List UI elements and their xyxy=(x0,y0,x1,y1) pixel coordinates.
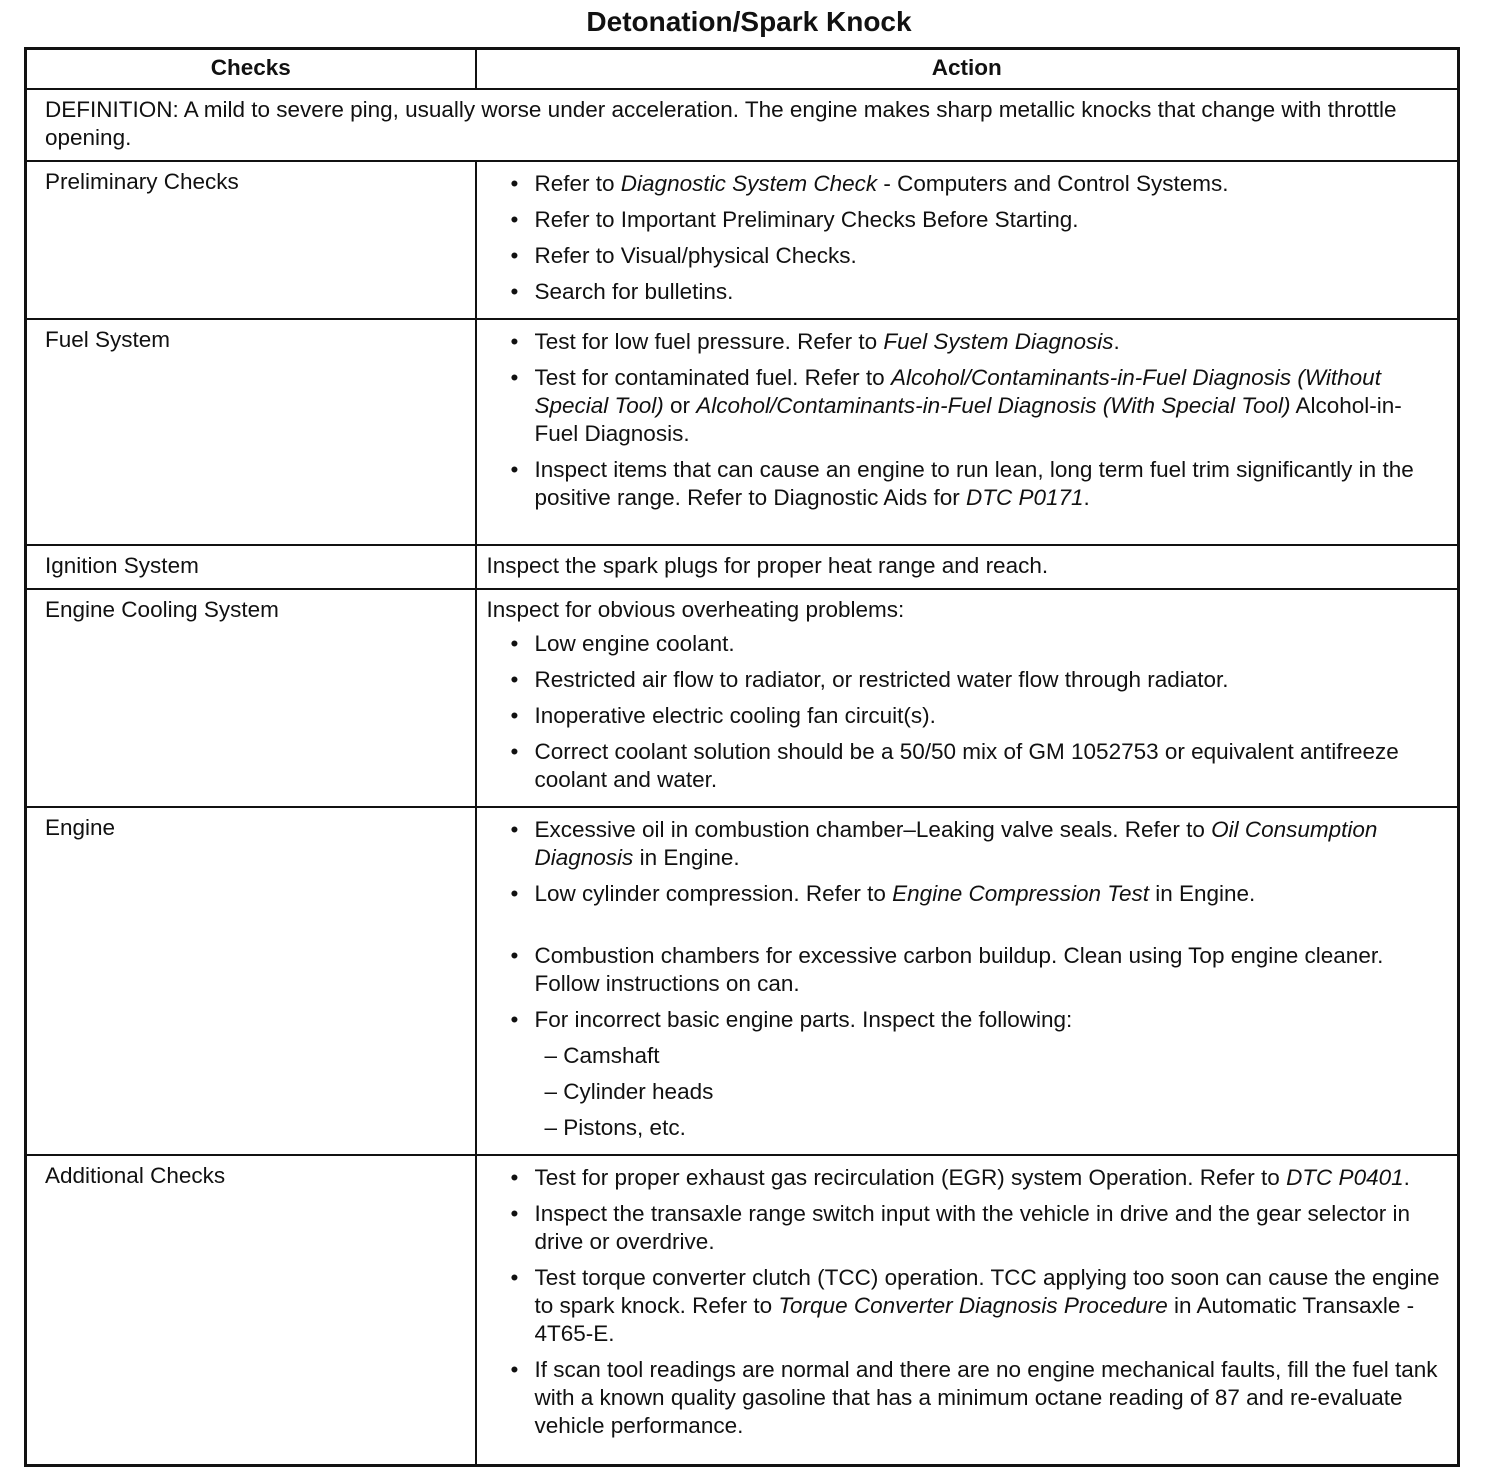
list-item: • Test for proper exhaust gas recirculation (EGR) system Operation. Refer to DTC P0401. xyxy=(535,1164,1444,1192)
reference-link: Alcohol/Contaminants-in-Fuel Diagnosis (Without Special Tool) xyxy=(534,364,1381,418)
list-item: • Excessive oil in combustion chamber–Leaking valve seals. Refer to Oil Consumption Diagnosis in Engine. xyxy=(535,816,1444,872)
sub-list-item: – Camshaft xyxy=(545,1042,1444,1070)
list-item: • Restricted air flow to radiator, or restricted water flow through radiator. xyxy=(535,666,1444,694)
action-cell xyxy=(476,161,1459,319)
list-item: • Refer to Important Preliminary Checks Before Starting. xyxy=(535,206,1444,234)
reference-link: DTC P0401 xyxy=(1286,1164,1404,1190)
table-row xyxy=(26,1155,1459,1466)
check-label-fuel: Fuel System xyxy=(26,319,476,545)
action-cell xyxy=(476,1155,1459,1466)
sub-list-item: – Pistons, etc. xyxy=(545,1114,1444,1142)
list-item: • Low cylinder compression. Refer to Engine Compression Test in Engine. xyxy=(535,880,1444,934)
reference-link: Engine Compression Test xyxy=(892,880,1149,906)
list-item: • Refer to Visual/physical Checks. xyxy=(535,242,1444,270)
table-header-row xyxy=(26,49,1459,89)
action-lead-text: Inspect for obvious overheating problems: xyxy=(486,596,905,622)
action-cell: Inspect the spark plugs for proper heat range and reach. xyxy=(476,545,1459,589)
check-label-ignition: Ignition System xyxy=(26,545,476,589)
diagnostic-table xyxy=(24,47,1460,1467)
list-item: • Inspect items that can cause an engine to run lean, long term fuel trim significantly in the positive range. Refer to Diagnostic Aids for DTC P0171. xyxy=(535,456,1444,512)
reference-link: Torque Converter Diagnosis Procedure xyxy=(778,1292,1168,1318)
check-label-engine: Engine xyxy=(26,807,476,1155)
table-row xyxy=(26,589,1459,807)
list-item: • Inoperative electric cooling fan circuit(s). xyxy=(535,702,1444,730)
action-cell xyxy=(476,589,1459,807)
action-cell xyxy=(476,319,1459,545)
reference-link: Oil Consumption Diagnosis xyxy=(534,816,1378,870)
list-item: • Refer to Diagnostic System Check - Computers and Control Systems. xyxy=(535,170,1444,198)
page-title: Detonation/Spark Knock xyxy=(586,6,912,37)
definition-row xyxy=(26,89,1459,161)
check-label-preliminary: Preliminary Checks xyxy=(26,161,476,319)
list-item: • Test for low fuel pressure. Refer to Fuel System Diagnosis. xyxy=(535,328,1444,356)
table-row xyxy=(26,161,1459,319)
list-item: • Low engine coolant. xyxy=(535,630,1444,658)
table-row xyxy=(26,319,1459,545)
list-item: • Test for contaminated fuel. Refer to Alcohol/Contaminants-in-Fuel Diagnosis (Without Special Tool) or Alcohol/Contaminants-in-Fuel Diagnosis (With Special Tool) Alcohol-in-Fuel Diagnosis. xyxy=(535,364,1444,448)
action-cell xyxy=(476,807,1459,1155)
list-item: • Combustion chambers for excessive carbon buildup. Clean using Top engine cleaner. Follow instructions on can. xyxy=(535,942,1444,998)
check-label-additional: Additional Checks xyxy=(26,1155,476,1466)
definition-text: DEFINITION: A mild to severe ping, usually worse under acceleration. The engine makes sharp metallic knocks that change with throttle opening. xyxy=(26,89,1459,161)
header-action: Action xyxy=(476,49,1459,89)
table-row xyxy=(26,807,1459,1155)
reference-link: Fuel System Diagnosis xyxy=(883,328,1114,354)
list-item: • Search for bulletins. xyxy=(535,278,1444,306)
header-checks: Checks xyxy=(26,49,476,89)
sub-list-item: – Cylinder heads xyxy=(545,1078,1444,1106)
reference-link: Diagnostic System Check xyxy=(620,170,878,196)
list-item: • For incorrect basic engine parts. Inspect the following: – Camshaft – Cylinder heads – Pistons, etc. xyxy=(535,1006,1444,1142)
list-item: • If scan tool readings are normal and there are no engine mechanical faults, fill the fuel tank with a known quality gasoline that has a minimum octane reading of 87 and re-evaluate vehicle performance. xyxy=(535,1356,1444,1440)
reference-link: DTC P0171 xyxy=(965,484,1084,510)
list-item: • Test torque converter clutch (TCC) operation. TCC applying too soon can cause the engine to spark knock. Refer to Torque Converter Diagnosis Procedure in Automatic Transaxle - 4T65-E. xyxy=(535,1264,1444,1348)
check-label-cooling: Engine Cooling System xyxy=(26,589,476,807)
list-item: • Inspect the transaxle range switch input with the vehicle in drive and the gear selector in drive or overdrive. xyxy=(535,1200,1444,1256)
list-item: • Correct coolant solution should be a 50/50 mix of GM 1052753 or equivalent antifreeze coolant and water. xyxy=(535,738,1444,794)
reference-link: Alcohol/Contaminants-in-Fuel Diagnosis (With Special Tool) xyxy=(696,392,1291,418)
table-row xyxy=(26,545,1459,589)
